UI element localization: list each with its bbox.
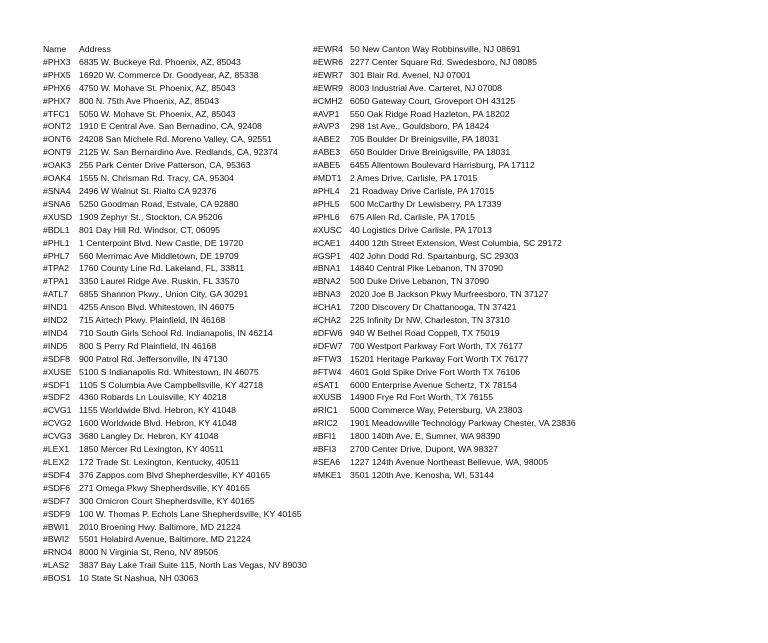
location-code: #SDF8: [43, 353, 71, 364]
location-address: 7200 Discovery Dr Chattanooga, TN 37421: [350, 302, 517, 313]
list-item: [43, 508, 311, 521]
location-address: 271 Omega Pkwy Shepherdsville, KY 40165: [79, 482, 250, 493]
location-address: 300 Omicron Court Shepherdsville, KY 40165: [79, 495, 255, 506]
location-code: #EWR9: [313, 82, 343, 93]
list-item: [313, 456, 765, 469]
location-code: #RIC2: [313, 418, 338, 429]
location-code: #ABE3: [313, 147, 341, 158]
location-address: 40 Logistics Drive Carlisle, PA 17013: [350, 224, 492, 235]
location-code: #MKE1: [313, 469, 342, 480]
location-address: 6855 Shannon Pkwy., Union City, GA 30291: [79, 289, 249, 300]
location-address: 172 Trade St. Lexington, Kentucky, 40511: [79, 457, 240, 467]
location-address: 4601 Gold Spike Drive Fort Worth TX 76106: [350, 366, 521, 377]
list-item: [43, 133, 311, 146]
location-code: #ATL7: [43, 289, 68, 300]
list-item: [313, 237, 765, 250]
list-item: [43, 288, 311, 301]
right-rows: [313, 43, 765, 482]
location-address: 3680 Langley Dr. Hebron, KY 41048: [79, 431, 219, 442]
location-address: 5100 S Indianapolis Rd. Whitestown, IN 46075: [79, 366, 259, 377]
location-address: 801 Day Hill Rd. Windsor, CT, 06095: [79, 224, 220, 235]
location-address: 1910 E Central Ave. San Bernadino, CA, 92408: [79, 121, 262, 132]
location-address: 15201 Heritage Parkway Fort Worth TX 76177: [350, 353, 529, 364]
location-code: #BDL1: [43, 224, 70, 235]
location-code: #SDF9: [43, 508, 71, 519]
location-address: 1800 140th Ave. E, Sumner, WA 98390: [350, 431, 501, 442]
location-address: 1909 Zephyr St., Stockton, CA 95206: [79, 211, 223, 222]
location-address: 3501 120th Ave. Kenosha, WI, 53144: [350, 469, 494, 480]
location-code: #RIC1: [313, 405, 338, 416]
location-address: 255 Park Center Drive Patterson, CA, 95363: [79, 160, 251, 171]
location-address: 675 Allen Rd. Carlisle, PA 17015: [350, 211, 475, 222]
location-code: #DFW7: [313, 340, 343, 351]
list-item: [313, 275, 765, 288]
list-item: [43, 95, 311, 108]
list-item: [43, 546, 311, 559]
list-item: [313, 211, 765, 224]
list-item: [313, 95, 765, 108]
location-code: #TFC1: [43, 108, 70, 119]
list-item: [43, 572, 311, 585]
location-code: #TPA2: [43, 263, 69, 274]
location-address: 376 Zappos.com Blvd Shepherdesville, KY 40165: [79, 469, 271, 480]
location-code: #BNA1: [313, 263, 341, 274]
list-item: [43, 469, 311, 482]
location-code: #PHL1: [43, 237, 70, 248]
location-address: 100 W. Thomas P. Echols Lane Shepherdsville, KY 40165: [79, 508, 302, 519]
location-code: #EWR6: [313, 56, 343, 67]
location-address: 6050 Gateway Court, Groveport OH 43125: [350, 95, 516, 106]
list-item: [313, 172, 765, 185]
list-item: [43, 185, 311, 198]
list-item: [313, 430, 765, 443]
location-address: 5250 Goodman Road, Estvale, CA 92880: [79, 198, 239, 209]
name-header: Name: [43, 44, 67, 54]
list-item: [313, 314, 765, 327]
location-code: #SDF4: [43, 469, 71, 480]
list-item: [313, 353, 765, 366]
list-item: [313, 327, 765, 340]
list-item: [313, 288, 765, 301]
location-address: 50 New Canton Way Robbinsville, NJ 08691: [350, 44, 521, 54]
location-code: #BWI1: [43, 521, 70, 532]
list-item: [43, 533, 311, 546]
location-address: 298 1st Ave., Gouldsboro, PA 18424: [350, 121, 490, 132]
location-address: 5050 W. Mohave St. Phoenix, AZ, 85043: [79, 108, 236, 119]
location-code: #SEA6: [313, 457, 341, 467]
list-item: [43, 443, 311, 456]
location-code: #PHL5: [313, 198, 340, 209]
location-code: #BNA2: [313, 276, 341, 287]
list-item: [43, 417, 311, 430]
location-code: #XUSD: [43, 211, 72, 222]
list-item: [43, 314, 311, 327]
location-code: #PHX3: [43, 56, 71, 67]
location-address: 24208 San Michele Rd. Moreno Valley, CA, 92551: [79, 134, 272, 145]
location-address: 10 State St Nashua, NH 03063: [79, 573, 199, 584]
location-code: #EWR4: [313, 44, 343, 54]
location-address: 8003 Industrial Ave. Carteret, NJ 07008: [350, 82, 502, 93]
location-code: #PHL7: [43, 250, 70, 261]
location-code: #DFW6: [313, 327, 343, 338]
location-address: 2010 Broening Hwy. Baltimore, MD 21224: [79, 521, 241, 532]
location-code: #SDF6: [43, 482, 71, 493]
location-address: 16920 W. Commerce Dr. Goodyear, AZ, 85338: [79, 69, 259, 80]
location-address: 1850 Mercer Rd Lexington, KY 40511: [79, 444, 224, 455]
location-code: #ONT9: [43, 147, 72, 158]
list-item: [43, 275, 311, 288]
list-item: [313, 262, 765, 275]
list-item: [43, 521, 311, 534]
list-item: [43, 379, 311, 392]
location-address: 14900 Frye Rd Fort Worth, TX 76155: [350, 392, 494, 403]
list-item: [43, 198, 311, 211]
location-code: #PHX7: [43, 95, 71, 106]
location-code: #PHL6: [313, 211, 340, 222]
location-address: 900 Patrol Rd. Jeffersonville, IN 47130: [79, 353, 228, 364]
location-address: 1901 Meadowville Technology Parkway Chester, VA 23836: [350, 418, 576, 429]
list-item: [43, 120, 311, 133]
location-address: 560 Merrimac Ave Middletown, DE 19709: [79, 250, 239, 261]
location-address: 1 Centerpoint Blvd. New Castle, DE 19720: [79, 237, 244, 248]
location-address: 710 South Girls School Rd. Indianapolis, IN 46214: [79, 327, 273, 338]
list-item: [313, 224, 765, 237]
location-code: #PHL4: [313, 185, 340, 196]
list-item: [313, 43, 765, 56]
list-item: [43, 495, 311, 508]
location-address: 705 Boulder Dr Breinigsville, PA 18031: [350, 134, 500, 145]
location-code: #XUSE: [43, 366, 72, 377]
list-item: [43, 301, 311, 314]
location-code: #SNA6: [43, 198, 71, 209]
list-item: [43, 430, 311, 443]
list-item: [313, 340, 765, 353]
list-item: [313, 120, 765, 133]
location-code: #IND5: [43, 340, 68, 351]
list-item: [43, 224, 311, 237]
location-address: 2 Ames Drive, Carlisle, PA 17015: [350, 173, 478, 184]
list-item: [43, 353, 311, 366]
location-code: #CVG1: [43, 405, 72, 416]
location-code: #SDF7: [43, 495, 71, 506]
location-code: #AVP1: [313, 108, 340, 119]
location-code: #BWI2: [43, 534, 70, 545]
list-item: [313, 108, 765, 121]
location-code: #FTW3: [313, 353, 342, 364]
location-address: 4750 W. Mohave St. Phoenix, AZ, 85043: [79, 82, 236, 93]
location-address: 14840 Central Pike Lebanon, TN 37090: [350, 263, 503, 274]
location-code: #BNA3: [313, 289, 341, 300]
location-address: 700 Westport Parkway Fort Worth, TX 76177: [350, 340, 523, 351]
location-code: #GSP1: [313, 250, 342, 261]
list-item: [43, 159, 311, 172]
location-code: #OAK3: [43, 160, 72, 171]
list-item: [43, 250, 311, 263]
location-code: #AVP3: [313, 121, 340, 132]
location-address: 2496 W Walnut St. Rialto CA 92376: [79, 185, 217, 196]
list-item: [313, 301, 765, 314]
list-item: [43, 366, 311, 379]
location-code: #OAK4: [43, 173, 72, 184]
location-code: #CAE1: [313, 237, 341, 248]
list-item: [43, 404, 311, 417]
location-address: 3350 Laurel Ridge Ave. Ruskin, FL 33570: [79, 276, 240, 287]
list-item: [313, 82, 765, 95]
list-item: [313, 469, 765, 482]
location-code: #XUSC: [313, 224, 342, 235]
right-column: [313, 43, 765, 482]
location-address: 4360 Robards Ln Louisville, KY 40218: [79, 392, 227, 403]
location-address: 4255 Anson Blvd. Whitestown, IN 46075: [79, 302, 235, 313]
list-item: [313, 198, 765, 211]
location-address: 800 N. 75th Ave Phoenix, AZ, 85043: [79, 95, 219, 106]
location-code: #FTW4: [313, 366, 342, 377]
location-code: #SNA4: [43, 185, 71, 196]
location-code: #CHA2: [313, 315, 342, 326]
location-code: #LEX2: [43, 457, 70, 467]
location-address: 500 Duke Drive Lebanon, TN 37090: [350, 276, 489, 287]
location-address: 6000 Enterprise Avenue Schertz, TX 78154: [350, 379, 517, 390]
list-item: [43, 262, 311, 275]
list-item: [313, 391, 765, 404]
list-item: [313, 379, 765, 392]
location-address: 1105 S Columbia Ave Campbellsville, KY 42718: [79, 379, 263, 390]
list-item: [313, 185, 765, 198]
location-code: #IND2: [43, 315, 68, 326]
list-item: [313, 404, 765, 417]
location-code: #PHX5: [43, 69, 71, 80]
list-item: [43, 69, 311, 82]
location-code: #CVG3: [43, 431, 72, 442]
list-item: [43, 108, 311, 121]
location-address: 21 Roadway Drive Carlisle, PA 17015: [350, 185, 495, 196]
location-code: #IND1: [43, 302, 68, 313]
location-address: 1760 County Line Rd. Lakeland, FL, 33811: [79, 263, 245, 274]
list-item: [313, 69, 765, 82]
location-code: #LAS2: [43, 560, 70, 571]
location-address: 5501 Holabird Avenue, Baltimore, MD 21224: [79, 534, 251, 545]
location-address: 1600 Worldwide Blvd. Hebron, KY 41048: [79, 418, 237, 429]
location-address: 2700 Center Drive, Dupont, WA 98327: [350, 444, 498, 455]
location-code: #EWR7: [313, 69, 343, 80]
list-item: [43, 391, 311, 404]
location-code: #RNO4: [43, 547, 72, 558]
location-address: 6835 W. Buckeye Rd. Phoenix, AZ, 85043: [79, 56, 241, 67]
list-item: [313, 443, 765, 456]
list-item: [313, 146, 765, 159]
location-code: #MDT1: [313, 173, 342, 184]
location-code: #SDF1: [43, 379, 71, 390]
list-item: [43, 56, 311, 69]
location-address: 301 Blair Rd. Avenel, NJ 07001: [350, 69, 471, 80]
list-item: [43, 237, 311, 250]
location-code: #CVG2: [43, 418, 72, 429]
list-item: [43, 327, 311, 340]
location-code: #SDF2: [43, 392, 71, 403]
address-header: Address: [79, 44, 111, 54]
list-item: [43, 82, 311, 95]
location-address: 940 W Bethel Road Coppell, TX 75019: [350, 327, 500, 338]
location-address: 1555 N. Chrisman Rd. Tracy, CA, 95304: [79, 173, 234, 184]
location-address: 6455 Allentown Boulevard Harrisburg, PA 17112: [350, 160, 535, 171]
location-address: 3837 Bay Lake Trail Suite 115, North Las Vegas, NV 89030: [79, 560, 307, 571]
location-code: #BOS1: [43, 573, 72, 584]
location-code: #TPA1: [43, 276, 69, 287]
location-address: 800 S Perry Rd Plainfield, IN 46168: [79, 340, 217, 351]
location-address: 500 McCarthy Dr Lewisberry, PA 17339: [350, 198, 502, 209]
location-code: #SAT1: [313, 379, 339, 390]
location-address: 715 Airtech Pkwy. Plainfield, IN 46168: [79, 315, 226, 326]
location-address: 2125 W. San Bernardino Ave. Redlands, CA, 92374: [79, 147, 278, 158]
location-address: 225 Infinity Dr NW, Charleston, TN 37310: [350, 315, 510, 326]
location-code: #BFI1: [313, 431, 337, 442]
location-code: #PHX6: [43, 82, 71, 93]
left-column: [43, 43, 311, 585]
location-address: 4400 12th Street Extension, West Columbia, SC 29172: [350, 237, 562, 248]
location-address: 402 John Dodd Rd. Spartanburg, SC 29303: [350, 250, 519, 261]
header-row: [43, 43, 311, 56]
list-item: [313, 250, 765, 263]
location-address: 1155 Worldwide Blvd. Hebron, KY 41048: [79, 405, 236, 416]
location-code: #XUSB: [313, 392, 342, 403]
location-code: #ABE2: [313, 134, 341, 145]
left-rows: [43, 56, 311, 585]
location-address: 2277 Center Square Rd. Swedesboro, NJ 08085: [350, 56, 537, 67]
list-item: [43, 482, 311, 495]
location-code: #ONT6: [43, 134, 72, 145]
location-address: 8000 N Virginia St, Reno, NV 89506: [79, 547, 218, 558]
list-item: [313, 133, 765, 146]
location-address: 1227 124th Avenue Northeast Bellevue, WA, 98005: [350, 457, 549, 467]
location-code: #LEX1: [43, 444, 70, 455]
location-code: #IND4: [43, 327, 68, 338]
list-item: [313, 159, 765, 172]
list-item: [43, 211, 311, 224]
list-item: [43, 559, 311, 572]
location-code: #CMH2: [313, 95, 343, 106]
location-code: #ABE5: [313, 160, 341, 171]
list-item: [43, 340, 311, 353]
list-item: [43, 456, 311, 469]
location-address: 2020 Joe B Jackson Pkwy Murfreesboro, TN 37127: [350, 289, 549, 300]
location-address: 550 Oak Ridge Road Hazleton, PA 18202: [350, 108, 510, 119]
list-item: [43, 146, 311, 159]
list-item: [313, 56, 765, 69]
list-item: [313, 366, 765, 379]
list-item: [313, 417, 765, 430]
location-code: #CHA1: [313, 302, 342, 313]
location-code: #BFI3: [313, 444, 337, 455]
list-item: [43, 172, 311, 185]
location-address: 5000 Commerce Way, Petersburg, VA 23803: [350, 405, 523, 416]
location-code: #ONT2: [43, 121, 72, 132]
location-address: 650 Boulder Drive Breinigsville, PA 18031: [350, 147, 511, 158]
